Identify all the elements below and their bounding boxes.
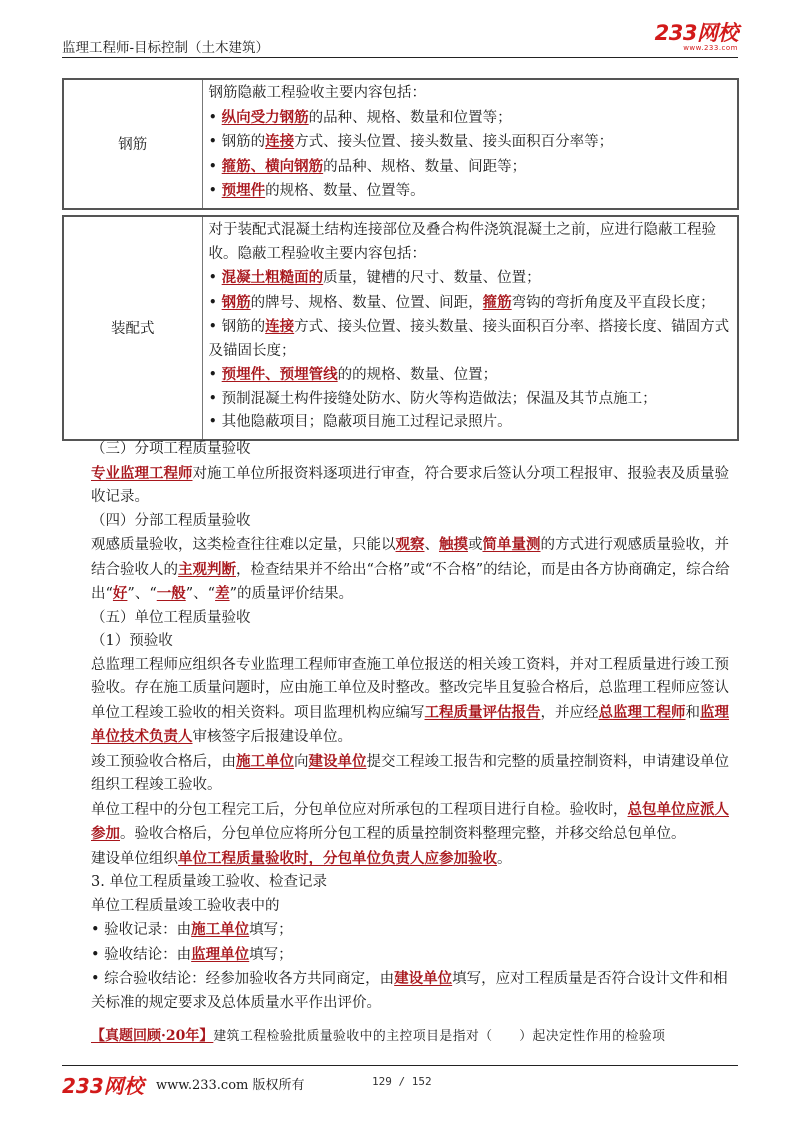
section-heading: （五）单位工程质量验收 (91, 609, 251, 626)
table-content (202, 216, 738, 440)
paragraph: 专业监理工程师对施工单位所报资料逐项进行审查，符合要求后签认分项工程报审、报验表及质量验收记录。 (91, 464, 729, 505)
paragraph: 观感质量验收，这类检查往往难以定量，只能以观察、触摸或简单量测的方式进行观感质量验收，并结合验收人的主观判断，检查结果并不给出“合格”或“不合格”的结论，而是由各方协商确定，综合给出“好”、“一般”、“差”的质量评价结果。 (91, 536, 730, 602)
paragraph: 单位工程质量竣工验收表中的 (91, 897, 280, 914)
main-body (62, 438, 738, 1049)
paragraph: 竣工预验收合格后，由施工单位向建设单位提交工程竣工报告和完整的质量控制资料，申请建设单位组织工程竣工验收。 (91, 752, 729, 793)
rebar-inspection-table (62, 78, 739, 210)
table-intro: 钢筋隐蔽工程验收主要内容包括： (208, 85, 426, 101)
exam-review (62, 1025, 738, 1049)
document-title: 监理工程师-目标控制（土木建筑） (62, 40, 270, 56)
list-item: • 验收结论：由监理单位填写； (91, 945, 293, 963)
list-item: • 综合验收结论：经参加验收各方共同商定，由建设单位填写，应对工程质量是否符合设计文件和相关标准的规定要求及总体质量水平作出评价。 (91, 970, 728, 1011)
prefab-inspection-table (62, 215, 739, 441)
paragraph: 建设单位组织单位工程质量验收时，分包单位负责人应参加验收。 (91, 849, 512, 867)
section-heading: （四）分部工程质量验收 (91, 512, 251, 529)
list-item: • 混凝土粗糙面的质量，键槽的尺寸、数量、位置； (208, 269, 541, 286)
footer-copyright: www.233.com 版权所有 (156, 1078, 305, 1093)
subsection-heading: （1）预验收 (91, 633, 173, 649)
section-heading: 3. 单位工程质量竣工验收、检查记录 (91, 874, 327, 890)
page-number: 129 / 152 (372, 1075, 432, 1088)
page-footer (62, 1065, 738, 1098)
table-content (202, 79, 738, 209)
list-item: • 钢筋的连接方式、接头位置、接头数量、接头面积百分率、搭接长度、锚固方式及锚固长度； (208, 318, 730, 359)
list-item: • 钢筋的连接方式、接头位置、接头数量、接头面积百分率等； (208, 133, 614, 150)
list-item: • 其他隐蔽项目；隐蔽项目施工过程记录照片。 (208, 414, 512, 430)
table-label: 钢筋 (63, 79, 202, 209)
table-label: 装配式 (63, 216, 202, 440)
paragraph: 单位工程中的分包工程完工后，分包单位应对所承包的工程项目进行自检。验收时，总包单位应派人参加。验收合格后，分包单位应将所分包工程的质量控制资料整理完整，并移交给总包单位。 (91, 800, 729, 842)
list-item: • 验收记录：由施工单位填写； (91, 921, 293, 938)
logo-text: 233网校 (654, 21, 738, 45)
list-item: • 箍筋、横向钢筋的品种、规格、数量、间距等； (208, 157, 527, 175)
list-item: • 钢筋的牌号、规格、数量、位置、间距，箍筋弯钩的弯折角度及平直段长度； (208, 293, 715, 311)
brand-logo (655, 22, 738, 52)
list-item: • 预埋件的规格、数量、位置等。 (208, 182, 425, 199)
paragraph: 总监理工程师应组织各专业监理工程师审查施工单位报送的相关竣工资料，并对工程质量进行竣工预验收。存在施工质量问题时，应由施工单位及时整改。整改完毕且复验合格后，总监理工程师应签认单位工程竣工验收的相关资料。项目监理机构应编写工程质量评估报告，并应经总监理工程师和监理单位技术负责人审核签字后报建设单位。 (91, 656, 729, 745)
list-item: • 纵向受力钢筋的品种、规格、数量和位置等； (208, 108, 512, 126)
table-intro: 对于装配式混凝土结构连接部位及叠合构件浇筑混凝土之前，应进行隐蔽工程验收。隐蔽工程验收主要内容包括： (208, 222, 716, 262)
logo-url: www.233.com (683, 44, 738, 52)
review-tag: 【真题回顾·20年】 (91, 1028, 214, 1044)
section-heading: （三）分项工程质量验收 (91, 441, 251, 457)
list-item: • 预埋件、预埋管线的的规格、数量、位置； (208, 366, 498, 383)
page-header (62, 22, 738, 58)
list-item: • 预制混凝土构件接缝处防水、防火等构造做法；保温及其节点施工； (208, 390, 657, 407)
footer-logo: 233网校 (62, 1074, 144, 1098)
review-question: 建筑工程检验批质量验收中的主控项目是指对（ ）起决定性作用的检验项 (213, 1029, 666, 1044)
